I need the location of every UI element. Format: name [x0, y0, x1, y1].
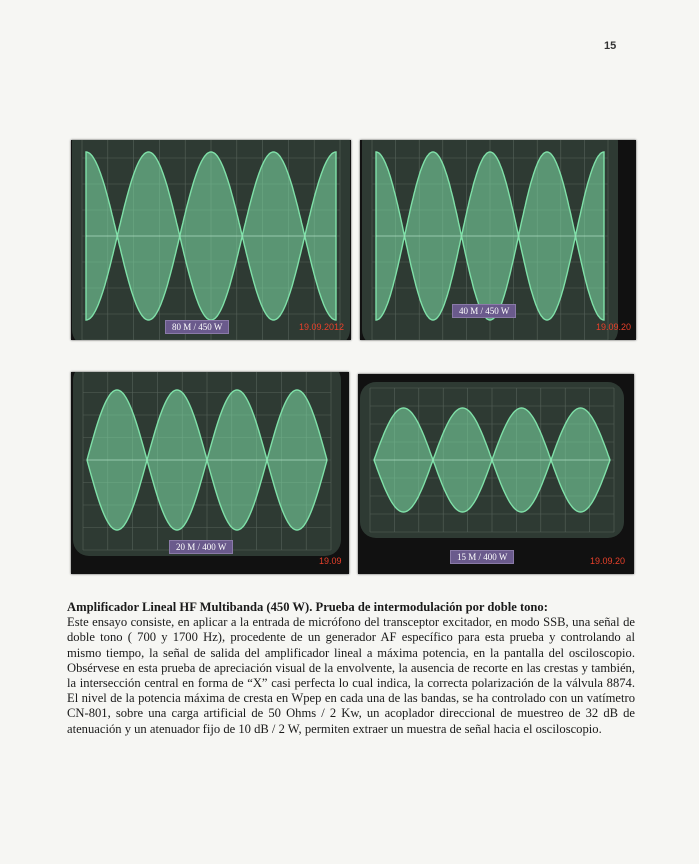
- article-body: Este ensayo consiste, en aplicar a la entrada de micrófono del transceptor excitador, en modo SSB, una señal de doble tono ( 700 y 1700 Hz), procedente de un generador AF específico para esta prueba y controlando al mismo tiempo, la señal de salida del amplificador lineal a máxima potencia, en la pantalla del osciloscopio. Obsérvese en esta prueba de apreciación visual de la envolvente, la ausencia de recorte en las crestas y también, la intersección central en forma de “X” casi perfecta lo cual indica, la correcta polarización de la válvula 8874. El nivel de la potencia máxima de cresta en Wpep en cada una de las bandas, se ha controlado con un vatímetro CN-801, sobre una carga artificial de 50 Ohms / 2 Kw, un acoplador direccional de muestreo de 32 dB de atenuación y un atenuador fijo de 10 dB / 2 W, permiten extraer un muestra de señal hacia el osciloscopio.: [67, 615, 635, 736]
- oscilloscope-photo-15m: [358, 374, 634, 574]
- oscilloscope-screen: [71, 140, 351, 340]
- article-heading: Amplificador Lineal HF Multibanda (450 W). Prueba de intermodulación por doble tono:: [67, 600, 548, 614]
- scope-caption: 15 M / 400 W: [450, 550, 514, 564]
- oscilloscope-screen: [358, 374, 634, 574]
- page-number: 15: [604, 40, 617, 52]
- scope-caption: 20 M / 400 W: [169, 540, 233, 554]
- scope-date: 19.09.20: [596, 322, 632, 332]
- oscilloscope-photo-20m: [71, 372, 349, 574]
- oscilloscope-photo-80m: [71, 140, 351, 340]
- scope-date: 19.09.20: [590, 556, 626, 566]
- scope-date: 19.09.2012: [299, 322, 345, 332]
- scope-caption: 80 M / 450 W: [165, 320, 229, 334]
- article-text: [67, 600, 635, 737]
- oscilloscope-photo-40m: [360, 140, 636, 340]
- scope-caption: 40 M / 450 W: [452, 304, 516, 318]
- scope-date: 19.09: [319, 556, 342, 566]
